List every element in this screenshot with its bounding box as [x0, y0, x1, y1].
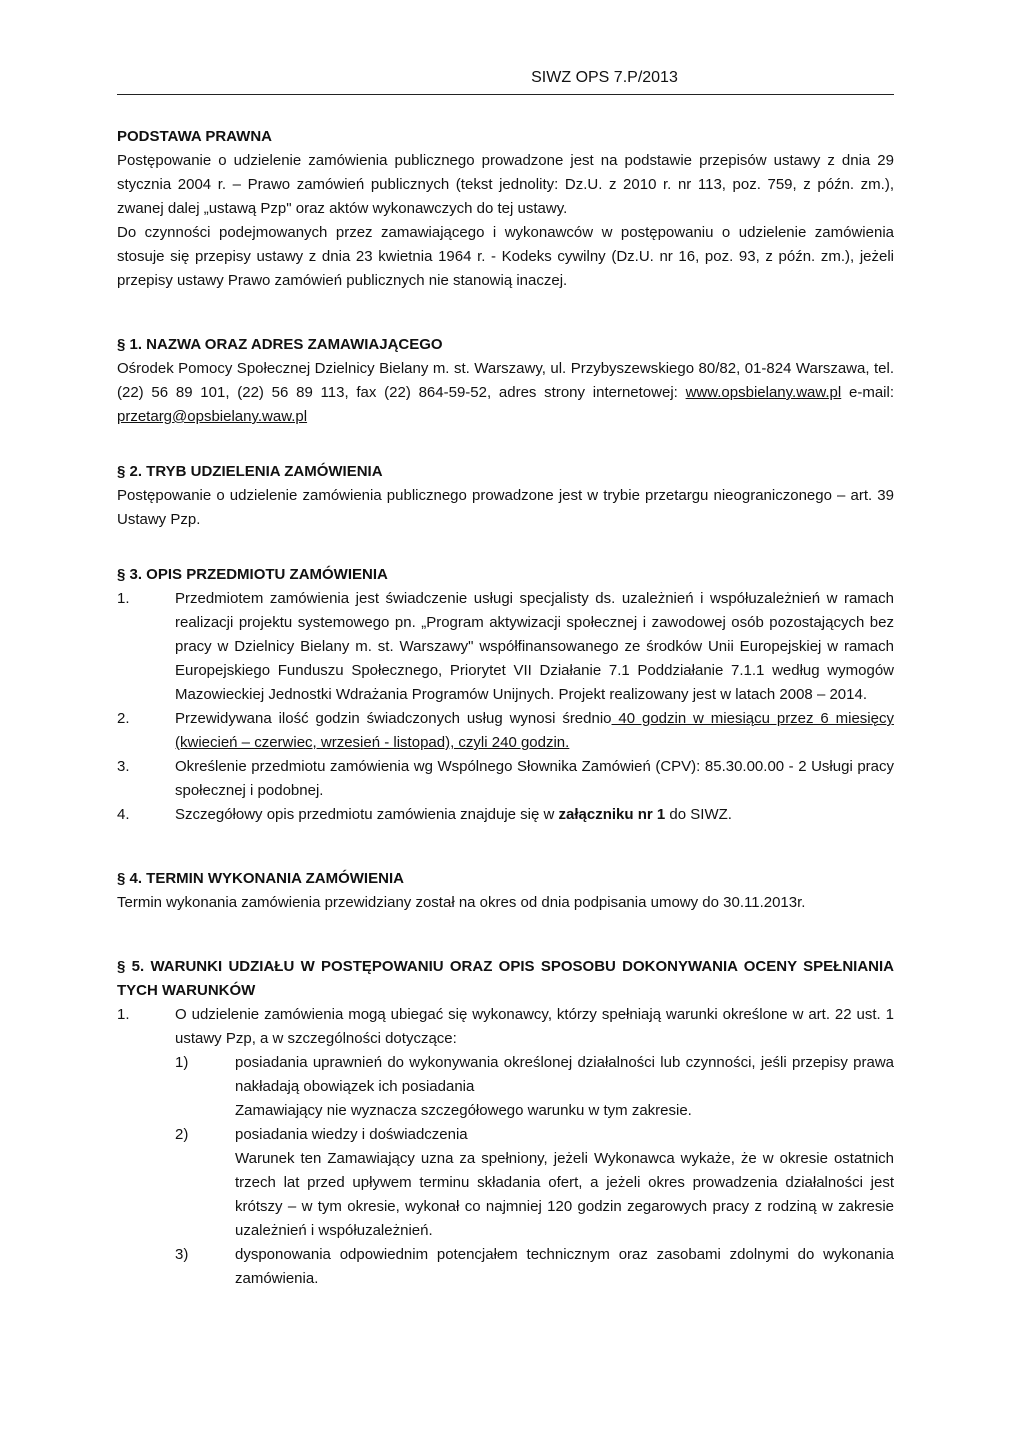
section-title: PODSTAWA PRAWNA — [117, 128, 273, 145]
section-4 — [117, 867, 894, 915]
sub-number: 2) — [175, 1126, 189, 1143]
sub-item — [175, 1051, 894, 1123]
numbered-list — [117, 1003, 894, 1051]
list-text: Określenie przedmiotu zamówienia wg Wspólnego Słownika Zamówień (CPV): 85.30.00.00 - 2 Usługi pracy społecznej i podobnej. — [175, 758, 894, 799]
list-text-part: Szczegółowy opis przedmiotu zamówienia znajduje się w — [175, 806, 559, 823]
list-number: 2. — [117, 710, 130, 727]
section-5 — [117, 955, 894, 1291]
header-rule — [117, 94, 894, 95]
section-title: § 5. WARUNKI UDZIAŁU W POSTĘPOWANIU ORAZ OPIS SPOSOBU DOKONYWANIA OCENY SPEŁNIANIA TYCH WARUNKÓW — [117, 958, 894, 999]
section-title: § 4. TERMIN WYKONANIA ZAMÓWIENIA — [117, 870, 404, 887]
section-title: § 3. OPIS PRZEDMIOTU ZAMÓWIENIA — [117, 566, 388, 583]
sub-text: posiadania wiedzy i doświadczenia — [235, 1126, 468, 1143]
sub-number: 1) — [175, 1054, 189, 1071]
list-number: 3. — [117, 758, 130, 775]
sub-text: dysponowania odpowiednim potencjałem technicznym oraz zasobami zdolnymi do wykonania zamówienia. — [235, 1246, 894, 1287]
list-text-part: do SIWZ. — [665, 806, 732, 823]
website-link[interactable]: www.opsbielany.waw.pl — [685, 384, 842, 401]
section-title: § 1. NAZWA ORAZ ADRES ZAMAWIAJĄCEGO — [117, 336, 443, 353]
list-text — [175, 707, 894, 755]
sub-content — [235, 1243, 894, 1291]
list-item — [117, 707, 894, 755]
list-item — [117, 755, 894, 803]
list-item — [117, 803, 894, 827]
sub-note: Zamawiający nie wyznacza szczegółowego warunku w tym zakresie. — [235, 1102, 692, 1119]
sub-content — [235, 1051, 894, 1123]
bold-text: załączniku nr 1 — [558, 806, 666, 823]
section-legal-basis — [117, 125, 894, 293]
sub-number: 3) — [175, 1246, 189, 1263]
sub-note: Warunek ten Zamawiający uzna za spełniony, jeżeli Wykonawca wykaże, że w okresie ostatnich trzech lat przed upływem terminu składania ofert, a jeżeli okres prowadzenia działalności jest krótszy – w tym okresie, wykonał co najmniej 120 godzin zegarowych pracy z rodziną w zakresie uzależnień i współuzależnień. — [235, 1150, 894, 1239]
list-number: 4. — [117, 806, 130, 823]
section-1 — [117, 333, 894, 429]
paragraph: Do czynności podejmowanych przez zamawiającego i wykonawców w postępowaniu o udzielenie zamówienia stosuje się przepisy ustawy z dnia 23 kwietnia 1964 r. - Kodeks cywilny (Dz.U. nr 16, poz. 93, z późn. zm.), jeżeli przepisy ustawy Prawo zamówień publicznych nie stanowią inaczej. — [117, 224, 894, 289]
contractor-address — [117, 357, 894, 429]
list-text: Przedmiotem zamówienia jest świadczenie usługi specjalisty ds. uzależnień i współuzależnień w ramach realizacji projektu systemowego pn. „Program aktywizacji społecznej i zawodowej osób pozostających bez pracy w Dzielnicy Bielany m. st. Warszawy" współfinansowanego ze środków Unii Europejskiej w ramach Europejskiego Funduszu Społecznego, Priorytet VII Działanie 7.1 Poddziałanie 7.1.1 według wymogów Mazowieckiej Jednostki Wdrażania Programów Unijnych. Projekt realizowany jest w latach 2008 – 2014. — [175, 590, 894, 703]
paragraph: Postępowanie o udzielenie zamówienia publicznego prowadzone jest w trybie przetargu nieograniczonego – art. 39 Ustawy Pzp. — [117, 487, 894, 528]
list-text-part: Przewidywana ilość godzin świadczonych usług wynosi średnio — [175, 710, 612, 727]
numbered-list — [117, 587, 894, 827]
list-number: 1. — [117, 1006, 130, 1023]
underlined-text: 40 godzin w miesiącu przez 6 miesięcy (kwiecień – czerwiec, wrzesień - listopad), czyli 240 godzin. — [175, 710, 894, 751]
section-3 — [117, 563, 894, 827]
sub-item — [175, 1243, 894, 1291]
doc-header: SIWZ OPS 7.P/2013 — [531, 69, 678, 86]
list-item — [117, 1003, 894, 1051]
email-label: e-mail: — [841, 384, 894, 401]
document-page — [117, 66, 894, 1291]
section-2 — [117, 460, 894, 532]
sub-text: posiadania uprawnień do wykonywania określonej działalności lub czynności, jeśli przepisy prawa nakładają obowiązek ich posiadania — [235, 1054, 894, 1095]
sub-content — [235, 1123, 894, 1243]
list-item — [117, 587, 894, 707]
list-number: 1. — [117, 590, 130, 607]
paragraph: Postępowanie o udzielenie zamówienia publicznego prowadzone jest na podstawie przepisów ustawy z dnia 29 stycznia 2004 r. – Prawo zamówień publicznych (tekst jednolity: Dz.U. z 2010 r. nr 113, poz. 759, z późn. zm.), zwanej dalej „ustawą Pzp" oraz aktów wykonawczych do tej ustawy. — [117, 152, 894, 217]
address-text: Ośrodek Pomocy Społecznej Dzielnicy Bielany m. st. Warszawy, ul. Przybyszewskiego 80/82, 01-824 Warszawa, tel. (22) 56 89 101, (22) 56 89 113, fax (22) 864-59-52, adres strony internetowej: — [117, 360, 894, 401]
email-link[interactable]: przetarg@opsbielany.waw.pl — [117, 408, 308, 425]
sub-item — [175, 1123, 894, 1243]
section-title: § 2. TRYB UDZIELENIA ZAMÓWIENIA — [117, 463, 383, 480]
sub-list — [175, 1051, 894, 1291]
paragraph: Termin wykonania zamówienia przewidziany został na okres od dnia podpisania umowy do 30.11.2013r. — [117, 894, 806, 911]
list-text: O udzielenie zamówienia mogą ubiegać się wykonawcy, którzy spełniają warunki określone w art. 22 ust. 1 ustawy Pzp, a w szczególności dotyczące: — [175, 1006, 894, 1047]
list-text — [175, 803, 894, 827]
